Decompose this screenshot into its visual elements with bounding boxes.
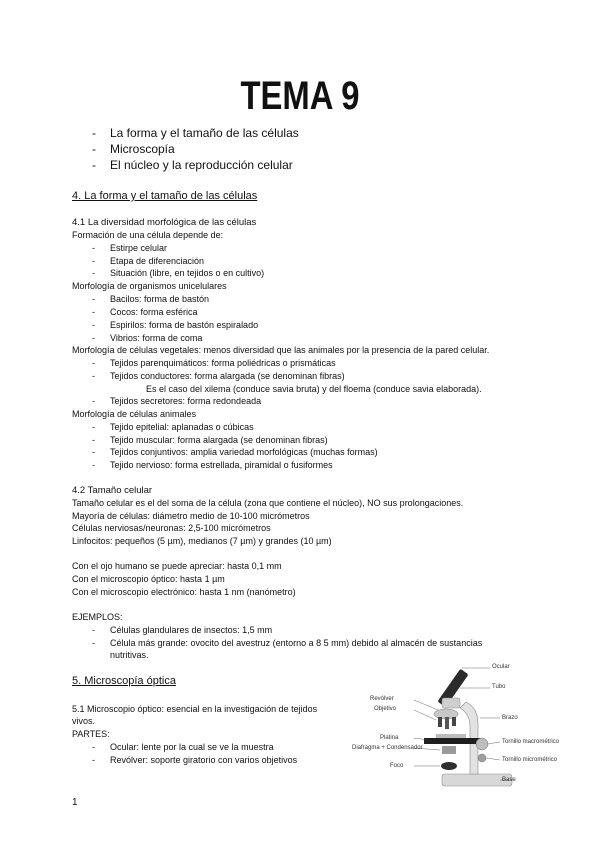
paragraph: 5.1 Microscopio óptico: esencial en la investigación de tejidos (72, 704, 318, 714)
list-item: Tejidos secretores: forma redondeada (110, 396, 262, 406)
list-item-continuation: nutritivas. (110, 650, 149, 660)
section-heading: 5. Microscopía óptica (72, 675, 176, 687)
subsection-heading: 4.1 La diversidad morfológica de las células (72, 217, 257, 228)
list-dash: - (92, 320, 95, 330)
label-revolver: Revólver (370, 696, 394, 702)
label-tornillo-macro: Tornillo macrométrico (502, 739, 560, 745)
toc-item: El núcleo y la reproducción celular (110, 158, 293, 172)
list-item: Bacilos: forma de bastón (110, 294, 210, 304)
paragraph: Con el ojo humano se puede apreciar: hasta 0,1 mm (72, 561, 282, 571)
list-dash: - (92, 371, 95, 381)
list-dash: - (92, 268, 95, 278)
label-foco: Foco (390, 763, 404, 769)
paragraph: Mayoría de células: diámetro medio de 10-100 micrómetros (72, 511, 310, 521)
list-item: Célula más grande: ovocito del avestruz (entorno a 8 5 mm) debido al almacén de sustancias (110, 638, 483, 648)
paragraph: PARTES: (72, 729, 110, 739)
list-dash: - (92, 307, 95, 317)
list-item: Tejidos conductores: forma alargada (se denominan fibras) (110, 371, 345, 381)
list-dash: - (92, 460, 95, 470)
list-dash: - (92, 243, 95, 253)
list-dash: - (92, 422, 95, 432)
toc-item: La forma y el tamaño de las células (110, 126, 299, 140)
list-item: Vibrios: forma de coma (110, 333, 203, 343)
list-item: Tejidos parenquimáticos: forma poliédricas o prismáticas (110, 358, 336, 368)
label-tornillo-micro: Tornillo micrométrico (502, 757, 558, 763)
paragraph: Linfocitos: pequeños (5 µm), medianos (7 µm) y grandes (10 µm) (72, 536, 332, 546)
list-dash: - (92, 625, 95, 635)
label-ocular: Ocular (492, 664, 510, 670)
section-heading: 4. La forma y el tamaño de las células (72, 190, 258, 202)
list-dash: - (92, 142, 96, 156)
label-brazo: Brazo (502, 715, 518, 721)
list-dash: - (92, 126, 96, 140)
list-dash: - (92, 447, 95, 457)
subsection-heading: 4.2 Tamaño celular (72, 485, 153, 496)
list-item: Ocular: lente por la cual se ve la muestra (110, 742, 274, 752)
list-item: Tejido epitelial: aplanadas o cúbicas (110, 422, 254, 432)
paragraph: Morfología de organismos unicelulares (72, 281, 227, 291)
list-item: Cocos: forma esférica (110, 307, 198, 317)
list-item: Células glandulares de insectos: 1,5 mm (110, 625, 273, 635)
label-platina: Platina (380, 735, 399, 741)
list-dash: - (92, 158, 96, 172)
microscope-illustration (350, 662, 586, 792)
list-item: Tejido nervioso: forma estrellada, piramidal o fusiformes (110, 460, 333, 470)
list-item: Tejido muscular: forma alargada (se denominan fibras) (110, 435, 328, 445)
list-dash: - (92, 333, 95, 343)
page-title: TEMA 9 (240, 74, 360, 118)
paragraph: Tamaño celular es el del soma de la célula (zona que contiene el núcleo), NO sus prolongaciones. (72, 498, 464, 508)
paragraph: Con el microscopio óptico: hasta 1 µm (72, 574, 225, 584)
list-dash: - (92, 396, 95, 406)
list-item: Revólver: soporte giratorio con varios objetivos (110, 755, 298, 765)
toc-item: Microscopía (110, 142, 175, 156)
paragraph: EJEMPLOS: (72, 612, 123, 622)
list-dash: - (92, 742, 95, 752)
list-dash: - (92, 755, 95, 765)
list-item: Estirpe celular (110, 243, 168, 253)
list-dash: - (92, 294, 95, 304)
list-item: Tejidos conjuntivos: amplia variedad morfológicas (muchas formas) (110, 447, 378, 457)
label-base: Base (502, 777, 516, 783)
list-dash: - (92, 358, 95, 368)
paragraph: Morfología de células animales (72, 409, 197, 419)
page-number: 1 (72, 797, 78, 808)
list-dash: - (92, 638, 95, 648)
list-item: Situación (libre, en tejidos o en cultivo) (110, 268, 265, 278)
paragraph: Formación de una célula depende de: (72, 230, 224, 240)
list-dash: - (92, 435, 95, 445)
label-diafragma: Diafragma + Condensador (352, 745, 423, 751)
label-tubo: Tubo (492, 684, 506, 690)
list-item: Espirilos: forma de bastón espiralado (110, 320, 259, 330)
paragraph: Morfología de células vegetales: menos diversidad que las animales por la presencia de la pared celular. (72, 345, 490, 355)
list-item: Etapa de diferenciación (110, 256, 205, 266)
paragraph: Células nerviosas/neuronas: 2,5-100 micrómetros (72, 523, 271, 533)
microscope-diagram (350, 662, 586, 792)
label-objetivo: Objetivo (374, 706, 397, 712)
paragraph: vivos. (72, 716, 96, 726)
list-dash: - (92, 256, 95, 266)
list-item-note: Es el caso del xilema (conduce savia bruta) y del floema (conduce savia elaborada). (146, 384, 482, 394)
paragraph: Con el microscopio electrónico: hasta 1 nm (nanómetro) (72, 587, 296, 597)
